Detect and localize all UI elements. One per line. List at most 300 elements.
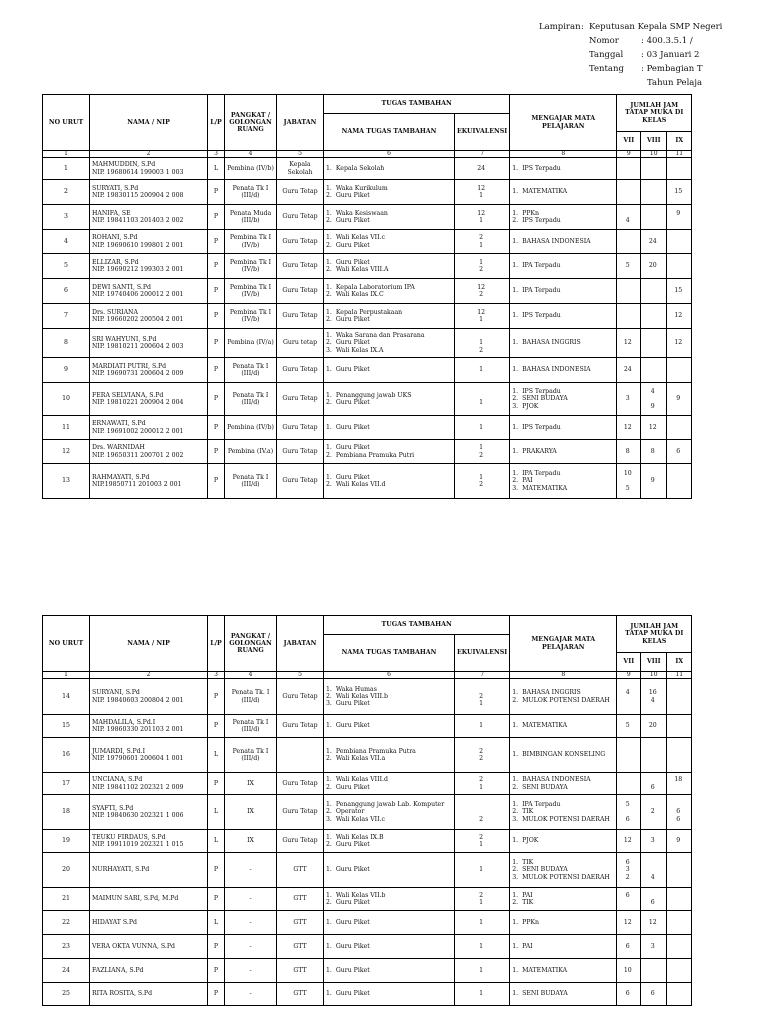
mapel-item: 1. BAHASA INGGRIS (512, 689, 581, 697)
cell-tugas (324, 715, 455, 738)
cell-vii (617, 983, 641, 1006)
cell-jabatan: Guru Tetap (277, 440, 324, 464)
mapel-item: 1. PPKn (512, 918, 540, 926)
teacher-nip: NIP. 19650311 200701 2 002 (92, 451, 184, 459)
teacher-name: MAHMUDDIN, S.Pd (92, 161, 156, 169)
viii-item: 9 (650, 477, 655, 485)
cell-nama-nip (90, 983, 208, 1006)
column-number: 8 (510, 151, 617, 158)
teacher-name: FAZLIANA, S.Pd (92, 966, 144, 974)
cell-no: 3 (43, 205, 90, 230)
viii-item (643, 485, 664, 492)
cell-no: 11 (43, 416, 90, 440)
cell-nama-nip (90, 158, 208, 180)
cell-jabatan: Guru Tetap (277, 254, 324, 279)
cell-ekuivalensi (455, 715, 510, 738)
tugas-item: 1. Kepala Sekolah (326, 164, 385, 172)
cell-no: 7 (43, 304, 90, 329)
mapel-item: 1. BAHASA INDONESIA (512, 366, 591, 374)
table-row (43, 180, 692, 205)
ix-item: 12 (674, 339, 683, 347)
ekuiv-item: 12 (477, 283, 486, 291)
header-mengajar: MENGAJAR MATA PELAJARAN (510, 616, 617, 672)
column-number: 1 (43, 151, 90, 158)
ekuiv-item: 2 (479, 451, 484, 459)
cell-ix (667, 715, 692, 738)
column-number: 11 (667, 151, 692, 158)
cell-nama-nip (90, 416, 208, 440)
vii-item (619, 210, 638, 217)
mapel-item: 2. SENI BUDAYA (512, 783, 568, 791)
cell-ix (667, 180, 692, 205)
cell-lp: P (208, 773, 225, 795)
vii-item (619, 403, 638, 410)
cell-jabatan: GTT (277, 935, 324, 959)
cell-viii (641, 464, 667, 499)
teacher-table-part-2 (42, 615, 692, 1006)
header-tugas-tambahan: TUGAS TAMBAHAN (324, 95, 510, 114)
tugas-item: 2. Operator (326, 808, 365, 816)
cell-tugas (324, 230, 455, 254)
table-row (43, 329, 692, 358)
table-row (43, 383, 692, 416)
viii-item: 3 (650, 837, 655, 845)
mapel-item: 1. PAI (512, 942, 533, 950)
ekuiv-item: 1 (479, 841, 484, 848)
cell-viii (641, 853, 667, 888)
lampiran-block (539, 20, 768, 90)
cell-lp: P (208, 254, 225, 279)
cell-no: 10 (43, 383, 90, 416)
tugas-item: 2. Wali Kelas VIII.b (326, 692, 388, 700)
tugas-item: 1. Wali Kelas IX.B (326, 833, 384, 841)
cell-ekuivalensi (455, 795, 510, 830)
cell-tugas (324, 383, 455, 416)
column-number: 11 (667, 672, 692, 679)
viii-item (643, 210, 664, 217)
cell-vii (617, 304, 641, 329)
ix-item (669, 801, 689, 808)
cell-ekuivalensi (455, 158, 510, 180)
cell-no: 23 (43, 935, 90, 959)
cell-vii (617, 738, 641, 773)
tugas-item: 2. Guru Piket (326, 899, 370, 906)
ekuiv-item: 1 (479, 444, 484, 452)
cell-mapel (510, 358, 617, 383)
cell-lp: P (208, 853, 225, 888)
vii-item: 3 (625, 395, 630, 403)
ekuiv-item: 1 (479, 866, 484, 874)
cell-no: 24 (43, 959, 90, 983)
ix-item (669, 388, 689, 395)
mapel-item: 2. SENI BUDAYA (512, 395, 568, 403)
cell-jabatan: Guru Tetap (277, 715, 324, 738)
vii-item (619, 784, 638, 791)
ix-item (669, 967, 689, 974)
cell-mapel (510, 853, 617, 888)
teacher-name: Drs. SURIANA (92, 308, 138, 316)
mapel-item: 1. IPS Terpadu (512, 312, 561, 320)
ix-item (669, 874, 689, 881)
viii-item (643, 816, 664, 823)
cell-pangkat: IX (225, 795, 277, 830)
ekuiv-item: 1 (479, 399, 484, 406)
teacher-name: MAHDALILA, S.Pd.I (92, 718, 156, 726)
header-ix: IX (667, 653, 692, 672)
ix-item (669, 424, 689, 431)
lampiran-value: Keputusan Kepala SMP Negeri (589, 22, 723, 32)
cell-pangkat: Penata Tk I (III/d) (225, 180, 277, 205)
viii-item: 9 (650, 402, 655, 410)
table-row (43, 304, 692, 329)
cell-no: 22 (43, 911, 90, 935)
viii-item: 8 (650, 447, 655, 455)
cell-lp: P (208, 983, 225, 1006)
vii-item: 6 (625, 815, 630, 823)
cell-ix (667, 830, 692, 853)
mapel-item: 1. IPA Terpadu (512, 470, 561, 478)
column-number: 9 (617, 151, 641, 158)
column-number: 7 (455, 151, 510, 158)
lampiran-label: Lampiran (539, 22, 581, 32)
column-number: 3 (208, 151, 225, 158)
vii-item: 5 (625, 484, 630, 492)
mapel-item: 2. SENI BUDAYA (512, 866, 568, 874)
viii-item: 12 (648, 423, 657, 431)
cell-tugas (324, 888, 455, 911)
column-number: 10 (641, 151, 667, 158)
tugas-item: 1. Guru Piket (326, 942, 370, 950)
ix-item (669, 784, 689, 791)
ix-item: 15 (674, 188, 683, 196)
cell-nama-nip (90, 304, 208, 329)
tugas-item: 1. Wali Kelas VII.c (326, 234, 385, 242)
cell-viii (641, 738, 667, 773)
cell-ekuivalensi (455, 888, 510, 911)
header-mengajar: MENGAJAR MATA PELAJARAN (510, 95, 617, 151)
cell-jabatan: GTT (277, 853, 324, 888)
cell-ix (667, 679, 692, 715)
cell-viii (641, 329, 667, 358)
cell-jabatan: Guru Tetap (277, 773, 324, 795)
vii-item (619, 287, 638, 294)
column-number: 1 (43, 672, 90, 679)
tugas-item: 1. Kepala Laboratorium IPA (326, 283, 415, 291)
cell-jabatan: Kepala Sekolah (277, 158, 324, 180)
cell-jabatan: Guru Tetap (277, 230, 324, 254)
cell-mapel (510, 959, 617, 983)
cell-no: 25 (43, 983, 90, 1006)
vii-item (619, 188, 638, 195)
teacher-nip: NIP. 19790601 200604 1 001 (92, 755, 184, 762)
cell-no: 4 (43, 230, 90, 254)
cell-viii (641, 230, 667, 254)
cell-nama-nip (90, 773, 208, 795)
table-row (43, 983, 692, 1006)
cell-pangkat: Penata Tk I (III/d) (225, 464, 277, 499)
cell-ekuivalensi (455, 230, 510, 254)
viii-item (643, 188, 664, 195)
teacher-name: VERA OKTA VUNNA, S.Pd (92, 942, 176, 950)
column-number: 5 (277, 672, 324, 679)
vii-item (619, 388, 638, 395)
ix-item (669, 899, 689, 906)
ekuiv-item: 1 (479, 192, 484, 199)
viii-item: 24 (648, 237, 657, 245)
header-jabatan: JABATAN (277, 616, 324, 672)
tugas-item: 1. Guru Piket (326, 918, 370, 926)
ix-item (669, 165, 689, 172)
cell-ix (667, 383, 692, 416)
cell-mapel (510, 180, 617, 205)
cell-lp: L (208, 738, 225, 773)
cell-jabatan: Guru Tetap (277, 416, 324, 440)
viii-item (643, 366, 664, 373)
viii-item: 6 (650, 899, 655, 906)
lampiran-colon: : (581, 22, 584, 32)
vii-item: 12 (623, 423, 632, 431)
vii-item: 4 (625, 217, 630, 224)
cell-lp: P (208, 180, 225, 205)
header-pangkat: PANGKAT / GOLONGAN RUANG (225, 95, 277, 151)
mapel-item: 3. MULOK POTENSI DAERAH (512, 815, 610, 823)
mapel-item: 1. BAHASA INGGRIS (512, 339, 581, 347)
tugas-item: 1. Guru Piket (326, 473, 370, 481)
ekuiv-item: 1 (479, 473, 484, 481)
cell-ekuivalensi (455, 773, 510, 795)
mapel-item: 3. MULOK POTENSI DAERAH (512, 873, 610, 881)
cell-mapel (510, 888, 617, 911)
vii-item: 2 (625, 873, 630, 881)
cell-nama-nip (90, 440, 208, 464)
tentang-label: Tentang (589, 64, 624, 74)
cell-pangkat: Pembina (IV.a) (225, 440, 277, 464)
cell-nama-nip (90, 230, 208, 254)
mapel-item: 1. IPS Terpadu (512, 388, 561, 396)
cell-pangkat: Pembina (IV/b) (225, 416, 277, 440)
cell-viii (641, 911, 667, 935)
cell-ekuivalensi (455, 205, 510, 230)
cell-ekuivalensi (455, 358, 510, 383)
ekuiv-item (457, 332, 507, 339)
teacher-nip: NIP. 19691002 200012 2 001 (92, 427, 184, 435)
cell-mapel (510, 440, 617, 464)
cell-mapel (510, 329, 617, 358)
viii-item (643, 312, 664, 319)
viii-item: 4 (650, 696, 655, 704)
cell-ix (667, 416, 692, 440)
cell-tugas (324, 830, 455, 853)
cell-vii (617, 959, 641, 983)
cell-vii (617, 180, 641, 205)
ix-item (669, 477, 689, 484)
cell-vii (617, 383, 641, 416)
cell-ix (667, 464, 692, 499)
cell-no: 12 (43, 440, 90, 464)
viii-item (643, 165, 664, 172)
tugas-item: 2. Guru Piket (326, 241, 370, 249)
cell-vii (617, 230, 641, 254)
ekuiv-item: 1 (479, 783, 484, 791)
ekuiv-item: 2 (479, 481, 484, 488)
cell-jabatan: Guru Tetap (277, 279, 324, 304)
header-tugas-tambahan: TUGAS TAMBAHAN (324, 616, 510, 635)
ix-item (669, 892, 689, 899)
tugas-item: 2. Guru Piket (326, 217, 370, 224)
vii-item (619, 751, 638, 758)
mapel-item: 1. MATEMATIKA (512, 722, 568, 730)
cell-ekuivalensi (455, 440, 510, 464)
cell-jabatan: Guru Tetap (277, 304, 324, 329)
cell-jabatan: Guru Tetap (277, 358, 324, 383)
cell-no: 1 (43, 158, 90, 180)
cell-viii (641, 715, 667, 738)
teacher-name: SYAFTI, S.Pd (92, 804, 134, 812)
cell-vii (617, 795, 641, 830)
cell-ekuivalensi (455, 416, 510, 440)
table-row (43, 254, 692, 279)
cell-vii (617, 888, 641, 911)
cell-ekuivalensi (455, 180, 510, 205)
column-number: 10 (641, 672, 667, 679)
viii-item: 3 (650, 942, 655, 950)
viii-item: 20 (648, 262, 657, 270)
cell-lp: P (208, 279, 225, 304)
cell-mapel (510, 773, 617, 795)
cell-tugas (324, 358, 455, 383)
cell-mapel (510, 279, 617, 304)
header-jumlah-jam: JUMLAH JAM TATAP MUKA DI KELAS (617, 95, 692, 132)
cell-lp: P (208, 464, 225, 499)
tugas-item: 1. Guru Piket (326, 990, 370, 998)
table-row (43, 440, 692, 464)
ix-item (669, 866, 689, 873)
teacher-name: UNCIANA, S.Pd (92, 776, 143, 784)
header-vii: VII (617, 653, 641, 672)
tugas-item: 1. Guru Piket (326, 423, 370, 431)
ix-item: 18 (674, 776, 683, 784)
tugas-item: 3. Guru Piket (326, 700, 370, 708)
teacher-name: SURYATI, S.Pd (92, 184, 139, 192)
teacher-name: ERNAWATI, S.Pd (92, 420, 146, 428)
cell-jabatan: Guru tetap (277, 329, 324, 358)
column-number: 4 (225, 151, 277, 158)
cell-ix (667, 358, 692, 383)
cell-vii (617, 679, 641, 715)
cell-pangkat: Pembina Tk I (IV/b) (225, 254, 277, 279)
cell-vii (617, 254, 641, 279)
ekuiv-item: 2 (479, 266, 484, 273)
cell-vii (617, 464, 641, 499)
cell-ix (667, 254, 692, 279)
tugas-item: 1. Guru Piket (326, 966, 370, 974)
tugas-item: 1. Waka Kesiswaan (326, 209, 388, 217)
mapel-item: 1. BAHASA INDONESIA (512, 776, 591, 784)
mapel-item: 1. IPA Terpadu (512, 287, 561, 295)
teacher-nip: NIP. 19840630 202321 1 006 (92, 812, 184, 819)
ekuiv-item: 1 (479, 966, 484, 974)
header-viii: VIII (641, 132, 667, 151)
ix-item (669, 366, 689, 373)
ekuiv-item: 1 (479, 942, 484, 950)
ekuiv-item: 1 (479, 700, 484, 708)
ekuiv-item: 1 (479, 722, 484, 730)
tugas-item: 2. Guru Piket (326, 783, 370, 791)
vii-item (619, 477, 638, 484)
tugas-item: 1. Waka Sarana dan Prasarana (326, 332, 425, 340)
cell-lp: P (208, 679, 225, 715)
cell-viii (641, 830, 667, 853)
tahun-value: Tahun Pelaja (647, 78, 703, 88)
cell-no: 6 (43, 279, 90, 304)
cell-lp: L (208, 830, 225, 853)
cell-mapel (510, 158, 617, 180)
cell-ix (667, 279, 692, 304)
header-ekuivalensi: EKUIVALENSI (455, 635, 510, 672)
cell-no: 13 (43, 464, 90, 499)
tugas-item: 1. Guru Piket (326, 866, 370, 874)
teacher-name: RITA ROSITA, S.Pd (92, 990, 153, 998)
cell-ix (667, 853, 692, 888)
teacher-nip: NIP. 19841102 202321 2 009 (92, 783, 184, 791)
cell-nama-nip (90, 180, 208, 205)
ekuiv-item: 1 (479, 423, 484, 431)
cell-lp: P (208, 304, 225, 329)
ekuiv-item: 1 (479, 316, 484, 323)
cell-viii (641, 888, 667, 911)
viii-item (643, 287, 664, 294)
cell-ekuivalensi (455, 383, 510, 416)
cell-lp: L (208, 158, 225, 180)
ix-item (669, 697, 689, 704)
column-number: 2 (90, 672, 208, 679)
tanggal-value: : 03 Januari 2 (641, 50, 700, 60)
teacher-nip: NIP. 19810211 200604 2 003 (92, 343, 184, 350)
header-vii: VII (617, 132, 641, 151)
mapel-item: 2. IPS Terpadu (512, 217, 561, 224)
vii-item: 8 (625, 447, 630, 455)
tanggal-label: Tanggal (589, 50, 624, 60)
tugas-item: 2. Guru Piket (326, 316, 370, 323)
cell-tugas (324, 205, 455, 230)
cell-mapel (510, 383, 617, 416)
viii-item: 2 (650, 808, 655, 816)
ix-item (669, 470, 689, 477)
mapel-item: 3. MATEMATIKA (512, 484, 568, 492)
cell-vii (617, 329, 641, 358)
teacher-name: FERA SELVIANA, S.Pd (92, 391, 164, 399)
header-ix: IX (667, 132, 692, 151)
cell-vii (617, 853, 641, 888)
table-row (43, 853, 692, 888)
tugas-item: 1. Guru Piket (326, 444, 370, 452)
cell-pangkat: IX (225, 773, 277, 795)
column-number: 4 (225, 672, 277, 679)
cell-no: 15 (43, 715, 90, 738)
tugas-item: 1. Penanggung jawab UKS (326, 391, 412, 399)
ekuiv-item: 1 (479, 899, 484, 906)
ekuiv-item: 12 (477, 184, 486, 192)
cell-mapel (510, 416, 617, 440)
teacher-name: NURHAYATI, S.Pd (92, 866, 150, 874)
table-row (43, 358, 692, 383)
cell-ekuivalensi (455, 830, 510, 853)
tugas-item: 1. Guru Piket (326, 722, 370, 730)
ekuiv-item: 12 (477, 209, 486, 217)
ekuiv-item: 2 (479, 815, 484, 823)
cell-mapel (510, 738, 617, 773)
teacher-nip: NIP.19850711 201003 2 001 (92, 481, 182, 488)
